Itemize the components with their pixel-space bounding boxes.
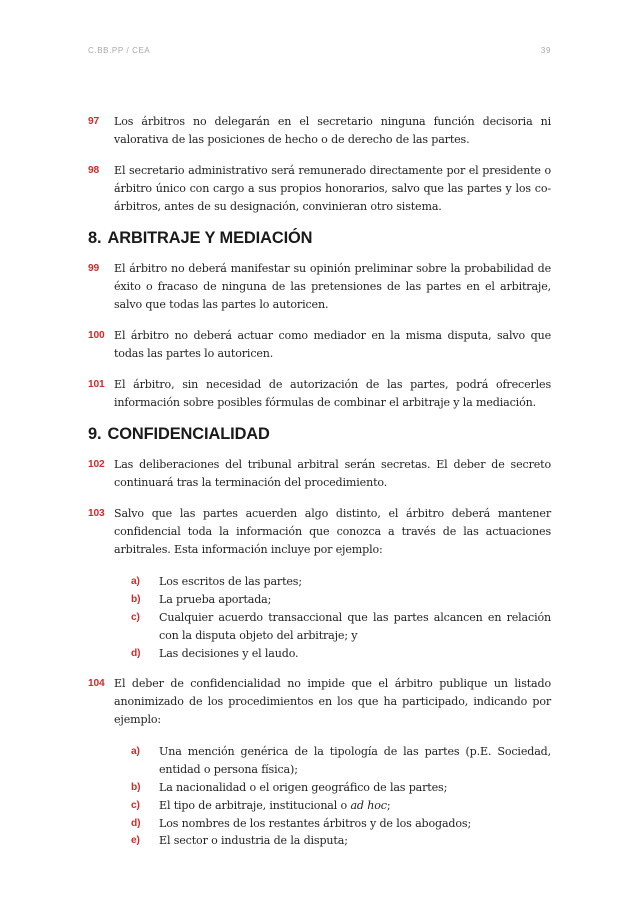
list-item-text: La nacionalidad o el origen geográfico de las partes;	[159, 781, 448, 795]
list-item	[131, 743, 551, 779]
page-header	[88, 46, 551, 58]
paragraph-98	[88, 162, 551, 216]
list-item-letter: a)	[131, 576, 140, 588]
list-item	[131, 591, 551, 609]
list-item	[131, 609, 551, 645]
list-item-text: Las decisiones y el laudo.	[159, 646, 299, 660]
list-item	[131, 815, 551, 833]
section-title: ARBITRAJE Y MEDIACIÓN	[107, 229, 313, 248]
list-item	[131, 573, 551, 591]
paragraph-text: El árbitro no deberá manifestar su opinión preliminar sobre la probabilidad de éxito o fracaso de ninguna de las pretensiones de las partes en el arbitraje, salvo que todas las partes lo autoricen.	[114, 262, 551, 312]
paragraph-text: Salvo que las partes acuerden algo distinto, el árbitro deberá mantener confidencial toda la información que conozca a través de las actuaciones arbitrales. Esta información incluye por ejemplo:	[114, 507, 551, 557]
paragraph-100	[88, 327, 551, 363]
header-title: C.BB.PP / CEA	[88, 46, 151, 55]
paragraph-103	[88, 505, 551, 662]
page-number: 39	[540, 46, 551, 55]
list-item	[131, 832, 551, 850]
list-item-letter: b)	[131, 594, 141, 606]
paragraph-number: 98	[88, 164, 100, 176]
list-item-letter: a)	[131, 746, 140, 758]
list-item-letter: c)	[131, 799, 140, 811]
paragraph-text: El árbitro no deberá actuar como mediador en la misma disputa, salvo que todas las partes lo autoricen.	[114, 329, 551, 361]
paragraph-97	[88, 113, 551, 149]
paragraph-101	[88, 376, 551, 412]
paragraph-number: 104	[88, 678, 105, 690]
list-item-text: El sector o industria de la disputa;	[159, 834, 348, 848]
paragraph-102	[88, 456, 551, 492]
paragraph-text: El árbitro, sin necesidad de autorización de las partes, podrá ofrecerles información sobre posibles fórmulas de combinar el arbitraje y la mediación.	[114, 378, 551, 410]
section-number: 8.	[88, 229, 102, 248]
list-item	[131, 645, 551, 663]
paragraph-number: 97	[88, 116, 100, 127]
list-item-text-before: El tipo de arbitraje, institucional o	[159, 798, 351, 812]
list-item-text: La prueba aportada;	[159, 593, 272, 607]
section-heading-8	[88, 227, 551, 249]
page-content	[88, 113, 551, 863]
list-item-text: Cualquier acuerdo transaccional que las partes alcancen en relación con la disputa objeto del arbitraje; y	[159, 610, 551, 642]
sub-list	[114, 743, 551, 850]
list-item-text: Una mención genérica de la tipología de las partes (p.E. Sociedad, entidad o persona física);	[159, 745, 551, 777]
list-item-text: Los nombres de los restantes árbitros y de los abogados;	[159, 816, 472, 830]
list-item-text: Los escritos de las partes;	[159, 575, 302, 589]
paragraph-text: El deber de confidencialidad no impide que el árbitro publique un listado anonimizado de los procedimientos en los que ha participado, indicando por ejemplo:	[114, 677, 551, 727]
italic-term: ad hoc	[350, 798, 387, 812]
list-item-letter: b)	[131, 782, 141, 794]
list-item	[131, 797, 551, 815]
paragraph-text: Los árbitros no delegarán en el secretario ninguna función decisoria ni valorativa de las posiciones de hecho o de derecho de las partes.	[114, 115, 551, 147]
paragraph-number: 103	[88, 508, 105, 520]
section-number: 9.	[88, 425, 102, 444]
list-item-text-after: ;	[386, 798, 391, 812]
list-item-letter: c)	[131, 611, 140, 623]
paragraph-104	[88, 675, 551, 850]
list-item	[131, 779, 551, 797]
list-item-letter: d)	[131, 647, 141, 659]
paragraph-number: 100	[88, 330, 105, 342]
list-item-letter: e)	[131, 835, 140, 847]
paragraph-text: Las deliberaciones del tribunal arbitral serán secretas. El deber de secreto continuará tras la terminación del procedimiento.	[114, 458, 551, 490]
sub-list	[114, 573, 551, 662]
paragraph-number: 99	[88, 263, 100, 275]
section-title: CONFIDENCIALIDAD	[107, 425, 270, 444]
list-item-text	[159, 799, 390, 812]
paragraph-99	[88, 260, 551, 314]
paragraph-text: El secretario administrativo será remunerado directamente por el presidente o árbitro único con cargo a sus propios honorarios, salvo que las partes y los co-árbitros, antes de su designación, convinieran otro sistema.	[114, 163, 551, 214]
list-item-letter: d)	[131, 817, 141, 829]
paragraph-number: 102	[88, 459, 105, 471]
paragraph-number: 101	[88, 379, 105, 391]
section-heading-9	[88, 423, 551, 445]
